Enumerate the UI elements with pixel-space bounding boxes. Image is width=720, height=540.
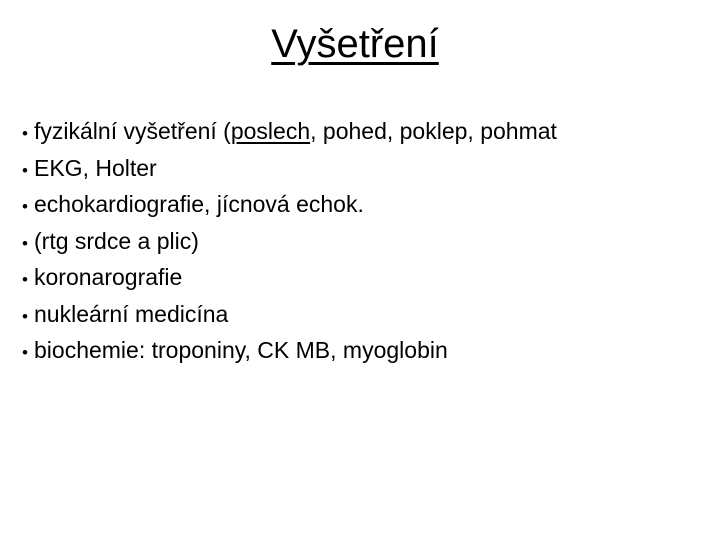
bullet-item-nuclear-medicine [22, 296, 557, 333]
bullet-item-physical-exam [22, 113, 557, 150]
bullet-text-underlined: poslech [230, 118, 311, 144]
bullet-icon: • [22, 197, 28, 216]
bullet-icon: • [22, 270, 28, 289]
bullet-list [22, 113, 557, 369]
bullet-item-text: koronarografie [34, 264, 183, 290]
bullet-text-end: , pohed, poklep, pohmat [310, 118, 557, 144]
bullet-icon: • [22, 160, 28, 180]
bullet-text-start: fyzikální vyšetření ( [34, 118, 231, 144]
bullet-item-xray [22, 223, 557, 260]
bullet-item-ekg [22, 150, 557, 187]
bullet-item-text: (rtg srdce a plic) [34, 227, 199, 254]
bullet-icon: • [22, 233, 28, 253]
bullet-icon: • [22, 124, 28, 143]
slide-title [0, 20, 710, 68]
bullet-item-text: biochemie: troponiny, CK MB, myoglobin [34, 337, 448, 363]
bullet-icon: • [22, 306, 28, 326]
bullet-icon: • [22, 343, 28, 362]
slide-title-text: Vyšetření [271, 22, 439, 66]
bullet-item-text: echokardiografie, jícnová echok. [34, 191, 364, 217]
bullet-item-coronarography [22, 259, 557, 296]
bullet-item-text: EKG, Holter [34, 154, 157, 181]
bullet-item-text [34, 113, 557, 150]
bullet-item-text: nukleární medicína [34, 300, 229, 327]
bullet-item-echocardiography [22, 186, 557, 223]
bullet-item-biochemistry [22, 332, 557, 369]
